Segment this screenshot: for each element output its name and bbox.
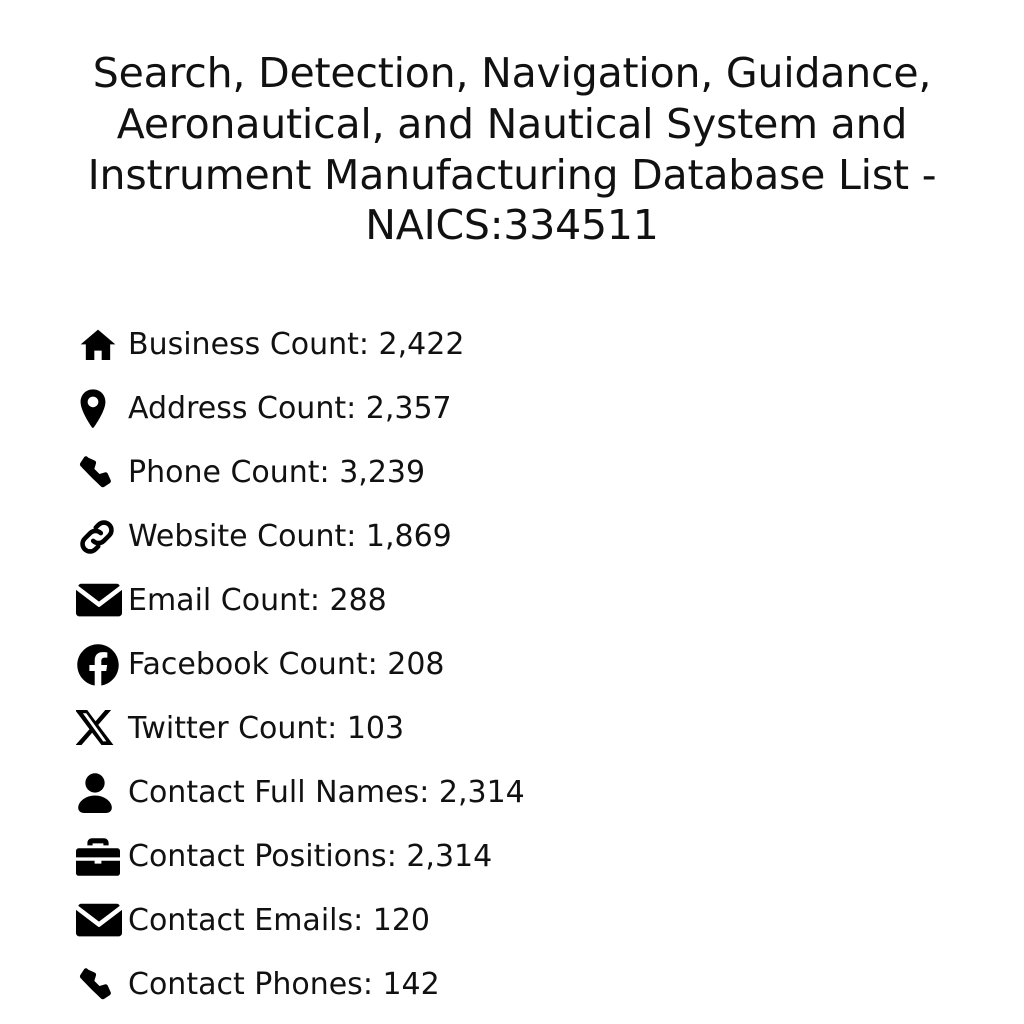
stat-label: Contact Positions: 2,314 — [128, 839, 493, 875]
list-item — [76, 313, 1024, 377]
page-title: Search, Detection, Navigation, Guidance, Aeronautical, and Nautical System and Instrument Manufacturing Database List - NAICS:334511 — [87, 49, 937, 250]
stat-label: Phone Count: 3,239 — [128, 455, 426, 491]
list-item — [76, 505, 1024, 569]
envelope-icon — [76, 577, 128, 625]
stat-label: Business Count: 2,422 — [128, 327, 465, 363]
list-item — [76, 377, 1024, 441]
location-pin-icon — [76, 385, 128, 433]
home-icon — [76, 321, 128, 369]
stat-label: Website Count: 1,869 — [128, 519, 452, 555]
stat-label: Email Count: 288 — [128, 583, 387, 619]
phone-icon — [76, 449, 128, 497]
stat-label: Facebook Count: 208 — [128, 647, 445, 683]
stat-label: Contact Emails: 120 — [128, 903, 431, 939]
list-item — [76, 697, 1024, 761]
list-item — [76, 633, 1024, 697]
link-icon — [76, 513, 128, 561]
phone-icon — [76, 961, 128, 1009]
briefcase-icon — [76, 833, 128, 881]
list-item — [76, 441, 1024, 505]
facebook-icon — [76, 641, 128, 689]
stat-label: Twitter Count: 103 — [128, 711, 405, 747]
stat-label: Contact Full Names: 2,314 — [128, 775, 525, 811]
twitter-x-icon — [76, 705, 128, 753]
stat-label: Address Count: 2,357 — [128, 391, 452, 427]
stat-label: Contact Phones: 142 — [128, 967, 440, 1003]
list-item — [76, 953, 1024, 1017]
list-item — [76, 889, 1024, 953]
list-item — [76, 761, 1024, 825]
list-item — [76, 569, 1024, 633]
person-icon — [76, 769, 128, 817]
list-item — [76, 825, 1024, 889]
envelope-icon — [76, 897, 128, 945]
stats-list — [0, 251, 1024, 1017]
